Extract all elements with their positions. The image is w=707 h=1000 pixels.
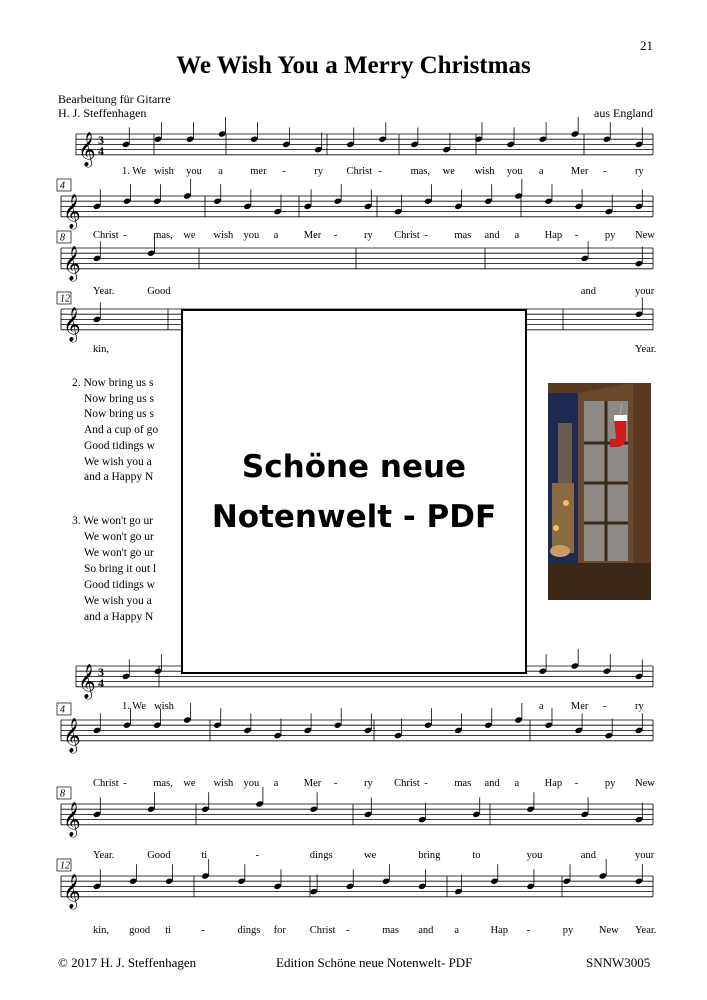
lyric-syllable: you [506, 166, 523, 177]
lyric-syllable: Mer [303, 230, 322, 241]
lyric-syllable: you [186, 166, 202, 177]
lyric-syllable: - [574, 230, 579, 241]
lyric-syllable: dings [309, 850, 333, 861]
lyric-syllable: ry [314, 166, 324, 177]
time-signature-top: 3 [98, 132, 104, 147]
verse-line: We won't go ur [84, 547, 154, 559]
treble-clef: 𝄞 [63, 246, 81, 280]
lyric-syllable: py [562, 925, 574, 936]
lyric-syllable: - [526, 925, 531, 936]
lyric-syllable: wish [213, 778, 234, 789]
measure-number: 8 [60, 232, 65, 244]
lyric-syllable: we [442, 166, 455, 177]
lyric-syllable: Christ [394, 230, 420, 241]
lyric-syllable: and [484, 230, 500, 241]
lyric-syllable: a [514, 778, 520, 789]
lyric-syllable: kin, [93, 925, 110, 936]
footer-edition: Edition Schöne neue Notenwelt- PDF [276, 955, 473, 970]
lyric-syllable: mas, [410, 166, 431, 177]
song-title: We Wish You a Merry Christmas [176, 52, 531, 79]
footer-code: SNNW3005 [586, 955, 651, 970]
verse-line: We won't go ur [84, 531, 154, 543]
lyric-syllable: wish [154, 166, 174, 177]
lyric-syllable: 1. We [122, 701, 147, 712]
page-number: 21 [640, 38, 653, 53]
lyric-syllable: - [255, 850, 260, 861]
measure-number: 4 [60, 180, 65, 192]
lyric-syllable: - [574, 778, 579, 789]
lyric-syllable: Year. [635, 344, 657, 355]
lyric-syllable: you [243, 230, 260, 241]
measure-number: 12 [60, 293, 70, 305]
overlay-line-1: Schöne neue [241, 448, 467, 485]
lyric-syllable: mas [454, 778, 472, 789]
lyric-syllable: - [201, 925, 205, 936]
lyric-syllable: New [635, 778, 655, 789]
lyric-syllable: bring [418, 850, 441, 861]
verse-line: and a Happy N [84, 471, 154, 484]
lyric-syllable: good [129, 925, 151, 936]
footer-copyright: © 2017 H. J. Steffenhagen [58, 955, 197, 970]
time-signature-bottom: 4 [98, 675, 104, 690]
verse-line: We wish you a [84, 455, 152, 468]
lyric-syllable: - [424, 778, 428, 789]
lyric-syllable: a [538, 166, 544, 177]
treble-clef: 𝄞 [63, 802, 81, 836]
treble-clef: 𝄞 [78, 664, 96, 698]
lyric-syllable: a [218, 166, 223, 177]
verse-line: 3. We won't go ur [72, 515, 154, 527]
lyric-syllable: kin, [93, 344, 110, 355]
lyric-syllable: py [604, 230, 616, 241]
lyric-syllable: you [243, 778, 260, 789]
lyric-syllable: a [514, 230, 520, 241]
lyric-syllable: a [273, 230, 279, 241]
verse-line: 2. Now bring us s [72, 377, 154, 389]
lyric-syllable: - [602, 166, 607, 177]
lyric-syllable: Mer [570, 701, 589, 712]
lyric-syllable: to [472, 850, 481, 861]
lyric-syllable: Christ [309, 925, 336, 936]
lyric-syllable: mas [454, 230, 472, 241]
measure-number: 4 [60, 704, 65, 716]
lyric-syllable: Hap [490, 925, 508, 936]
watermark-overlay [181, 309, 527, 674]
lyric-syllable: - [345, 925, 350, 936]
lyric-syllable: Mer [570, 166, 589, 177]
verse-2 [72, 376, 158, 486]
lyric-syllable: Christ [346, 166, 373, 177]
lyric-syllable: mas, [153, 778, 173, 789]
lyric-syllable: - [282, 166, 286, 177]
treble-clef: 𝄞 [78, 132, 96, 166]
lyric-syllable: ti [165, 925, 172, 936]
lyric-syllable: Good [147, 286, 171, 297]
lyric-syllable: and [484, 778, 500, 789]
verse-3 [72, 513, 156, 625]
lyric-syllable: wish [154, 701, 174, 712]
time-signature-bottom: 4 [98, 143, 104, 158]
lyric-syllable: New [598, 925, 619, 936]
lyric-syllable: and [580, 850, 596, 861]
verse-line: and a Happy N [84, 611, 154, 623]
lyric-syllable: mas [382, 925, 399, 936]
lyric-syllable: we [183, 230, 196, 241]
lyric-syllable: your [635, 850, 655, 861]
lyric-syllable: - [123, 778, 127, 789]
lyric-syllable: a [538, 701, 544, 712]
lyric-syllable: - [424, 230, 428, 241]
measure-number: 8 [60, 788, 65, 800]
lyric-syllable: py [604, 778, 616, 789]
verse-line: And a cup of go [84, 424, 159, 437]
lyric-syllable: - [333, 230, 338, 241]
lyric-syllable: ry [364, 230, 373, 241]
lyric-syllable: ry [635, 166, 644, 177]
lyric-syllable: - [123, 230, 127, 241]
lyric-syllable: - [378, 166, 382, 177]
lyric-syllable: a [273, 778, 279, 789]
origin-note: aus England [594, 106, 653, 120]
verse-line: Good tidings w [84, 439, 155, 452]
time-signature-top: 3 [98, 664, 104, 679]
verse-line: Now bring us s [84, 392, 154, 405]
lyric-syllable: a [454, 925, 460, 936]
lyric-syllable: Christ [93, 230, 119, 241]
lyric-syllable: Hap [544, 778, 563, 789]
lyric-syllable: ti [201, 850, 208, 861]
lyric-syllable: ry [364, 778, 373, 789]
treble-clef: 𝄞 [63, 718, 81, 752]
lyric-syllable: Good [147, 850, 171, 861]
lyric-syllable: 1. We [122, 166, 147, 177]
window-illustration [548, 383, 651, 600]
verse-line: Now bring us s [84, 408, 154, 421]
lyric-syllable: we [364, 850, 377, 861]
lyric-syllable: New [635, 230, 655, 241]
lyric-syllable: Year. [93, 286, 115, 297]
lyric-syllable: ry [635, 701, 644, 712]
lyric-syllable: we [183, 778, 196, 789]
lyric-syllable: and [418, 925, 434, 936]
lyric-syllable: your [635, 286, 655, 297]
overlay-line-2: Notenwelt - PDF [211, 498, 497, 535]
lyric-syllable: mer [250, 166, 267, 177]
lyric-syllable: dings [237, 925, 261, 936]
lyric-syllable: Mer [303, 778, 322, 789]
lyric-syllable: for [273, 925, 286, 936]
lyric-syllable: Christ [394, 778, 420, 789]
lyric-syllable: Year. [635, 925, 657, 936]
lyric-syllable: Year. [93, 850, 115, 861]
verse-line: We wish you a [84, 595, 152, 607]
lyric-syllable: and [580, 286, 596, 297]
lyric-syllable: wish [213, 230, 234, 241]
treble-clef: 𝄞 [63, 194, 81, 228]
lyric-syllable: - [333, 778, 338, 789]
treble-clef: 𝄞 [63, 307, 81, 341]
lyric-syllable: you [526, 850, 543, 861]
lyric-syllable: wish [474, 166, 495, 177]
lyric-syllable: Christ [93, 778, 119, 789]
treble-clef: 𝄞 [63, 874, 81, 908]
verse-line: So bring it out l [84, 563, 157, 575]
arranger-name: H. J. Steffenhagen [58, 106, 147, 120]
lyric-syllable: - [602, 701, 607, 712]
measure-number: 12 [60, 860, 70, 872]
lyric-syllable: Hap [544, 230, 563, 241]
arrangement-note: Bearbeitung für Gitarre [58, 92, 171, 106]
lyric-syllable: mas, [153, 230, 173, 241]
verse-line: Good tidings w [84, 579, 155, 591]
